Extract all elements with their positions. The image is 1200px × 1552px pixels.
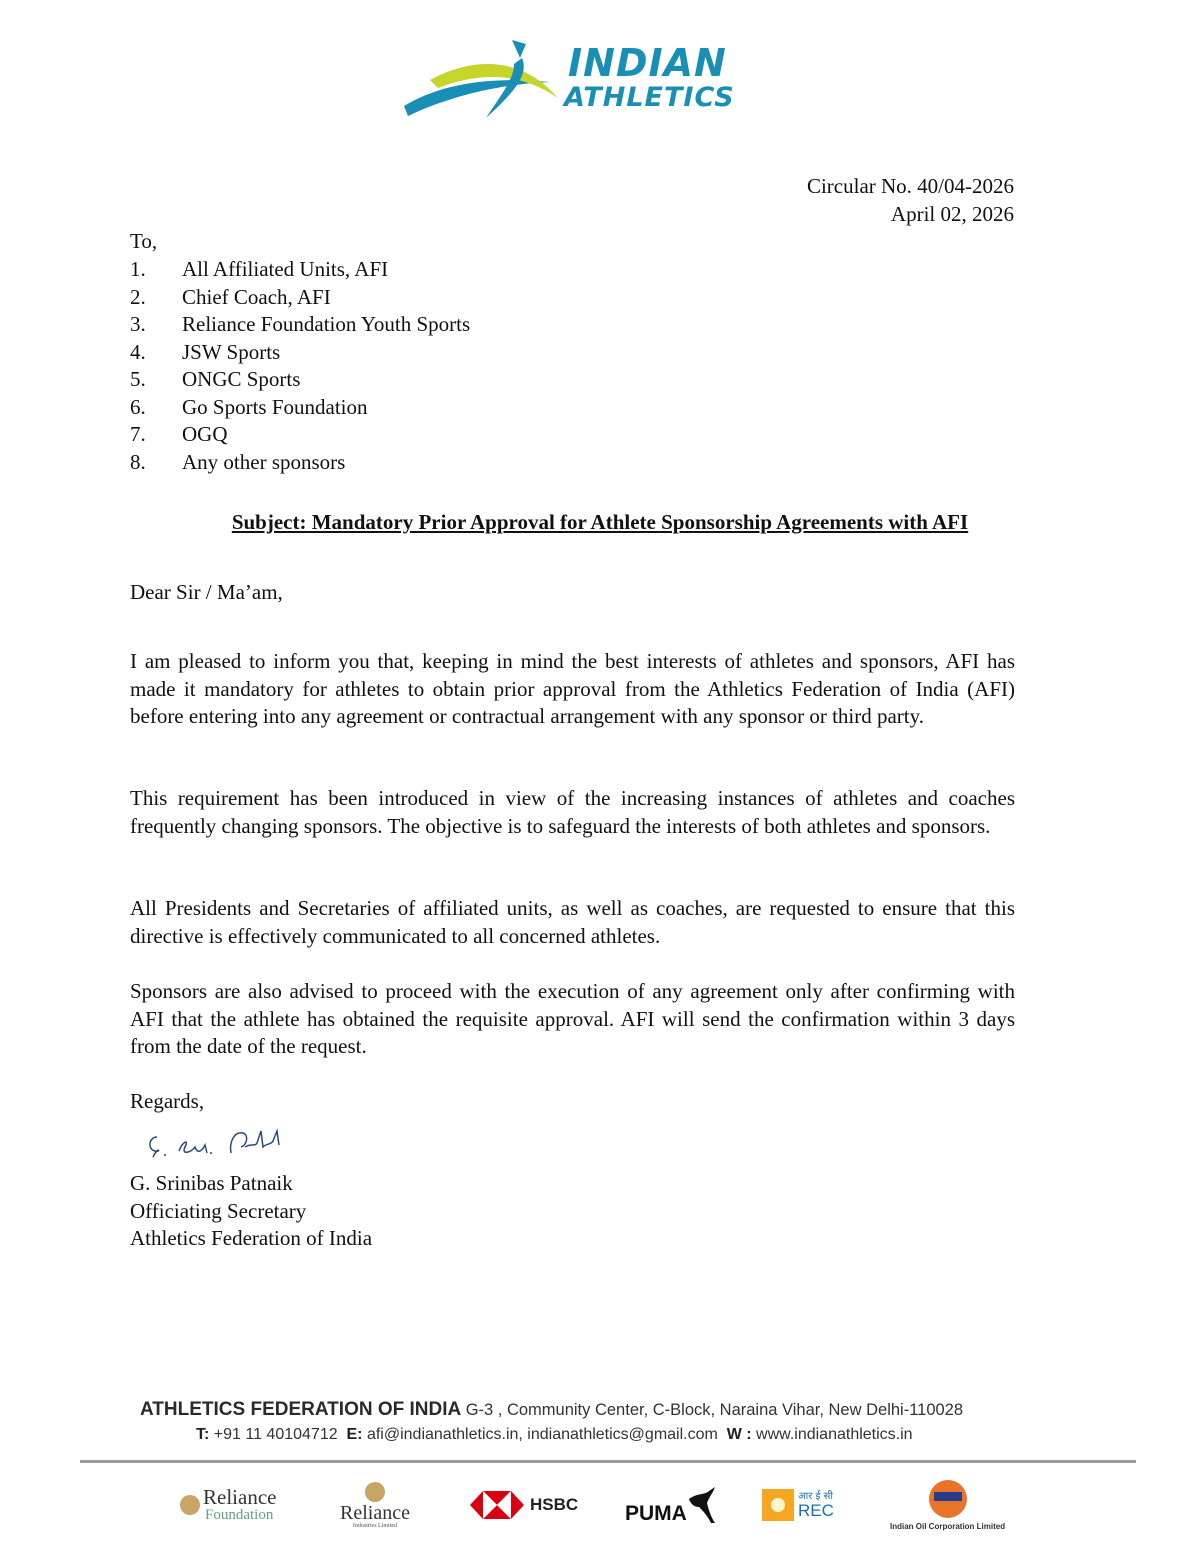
recipient-item: 6. Go Sports Foundation (130, 394, 368, 419)
puma-cat-icon (687, 1485, 717, 1525)
recipient-item: 1. All Affiliated Units, AFI (130, 257, 389, 281)
rec-sun-icon (762, 1489, 794, 1521)
regards: Regards, (130, 1089, 205, 1113)
circular-meta (807, 173, 1014, 228)
reliance-foundation-logo: Reliance Foundation (180, 1470, 276, 1540)
sponsor-logos (170, 1470, 1040, 1540)
circular-date: April 02, 2026 (890, 201, 1014, 226)
reliance-industries-logo: Reliance Industries Limited (340, 1470, 410, 1540)
recipient-item: 3. Reliance Foundation Youth Sports (130, 312, 471, 336)
subject-line: Subject: Mandatory Prior Approval for Athlete Sponsorship Agreements with AFI (231, 510, 969, 534)
footer-phone: +91 11 40104712 (213, 1426, 338, 1443)
reliance-emblem-icon (365, 1482, 385, 1502)
signature-icon (145, 1123, 295, 1163)
indian-oil-logo: Indian Oil Corporation Limited (890, 1470, 1005, 1540)
footer-address: G-3 , Community Center, C-Block, Naraina Vihar, New Delhi-110028 (465, 1401, 964, 1419)
footer-email[interactable]: afi@indianathletics.in, indianathletics@gmail.com (366, 1426, 718, 1443)
signer-block (130, 1170, 372, 1253)
body-paragraph: This requirement has been introduced in view of the increasing instances of athletes and coaches frequently changing sponsors. The objective is to safeguard the interests of both athletes and sponsors. (130, 786, 1015, 838)
footer-divider (80, 1460, 1136, 1463)
recipient-list (130, 256, 470, 476)
recipient-item: 8. Any other sponsors (130, 449, 346, 474)
hsbc-logo: HSBC (470, 1470, 578, 1540)
signer-name: G. Srinibas Patnaik (130, 1171, 293, 1195)
footer-address-line (140, 1399, 963, 1421)
body-paragraph: I am pleased to inform you that, keeping in mind the best interests of athletes and sponsors, AFI has made it mandatory for athletes to obtain prior approval from the Athletics Federation of India (AFI) before entering into any agreement or contractual arrangement with any sponsor or third party. (130, 649, 1015, 728)
recipient-item: 4. JSW Sports (130, 339, 281, 364)
indian-athletics-logo (400, 36, 760, 126)
reliance-emblem-icon (180, 1495, 200, 1515)
recipient-item: 7. OGQ (130, 422, 228, 446)
logo-title: INDIAN (568, 41, 727, 85)
footer-website[interactable]: www.indianathletics.in (756, 1426, 913, 1443)
signer-org: Athletics Federation of India (130, 1226, 373, 1250)
body-paragraph: Sponsors are also advised to proceed with the execution of any agreement only after confirming with AFI that the athlete has obtained the requisite approval. AFI will send the confirmation within 3 days from the date of the request. (130, 979, 1015, 1058)
recipient-item: 5. ONGC Sports (130, 367, 301, 391)
body-paragraph: All Presidents and Secretaries of affiliated units, as well as coaches, are requested to ensure that this directive is effectively communicated to all concerned athletes. (130, 896, 1015, 948)
circular-number: Circular No. 40/04-2026 (806, 174, 1014, 198)
hsbc-hexagon-icon (470, 1491, 524, 1519)
signer-title: Officiating Secretary (130, 1198, 307, 1223)
indian-oil-emblem-icon (929, 1480, 967, 1518)
to-label: To, (130, 229, 158, 253)
puma-logo: PUMA (625, 1470, 717, 1540)
salutation: Dear Sir / Ma’am, (130, 580, 283, 604)
runner-swoosh-icon (400, 36, 570, 126)
rec-logo: आर ई सी REC (762, 1470, 834, 1540)
logo-subtitle: ATHLETICS (564, 82, 735, 113)
footer-contact-line: T: +91 11 40104712 E: afi@indianathletics.in, indianathletics@gmail.com W : www.indianathletics.in (196, 1426, 913, 1443)
recipient-item: 2. Chief Coach, AFI (130, 284, 331, 309)
footer-org-name: ATHLETICS FEDERATION OF INDIA (140, 1399, 462, 1420)
